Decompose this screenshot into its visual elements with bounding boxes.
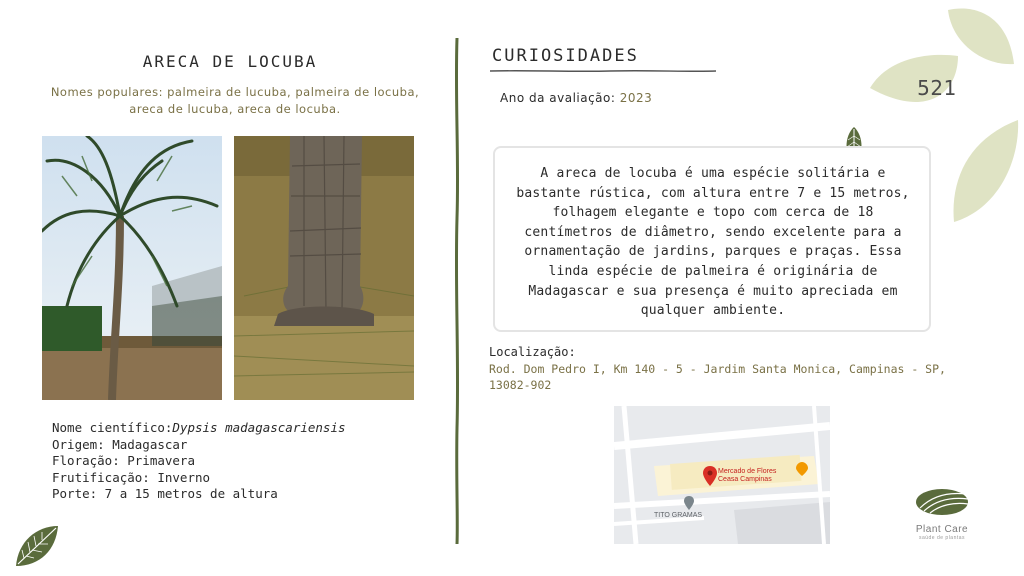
- fruiting-row: Frutificação: Inverno: [52, 469, 211, 485]
- scientific-name-row: [52, 420, 412, 437]
- leaf-decoration-icon: [950, 118, 1020, 224]
- location-address: Rod. Dom Pedro I, Km 140 - 5 - Jardim Santa Monica, Campinas - SP, 13082-902: [489, 362, 946, 392]
- brand-name: Plant Care: [915, 524, 969, 535]
- page-number: 521: [917, 76, 957, 100]
- popular-names: Nomes populares: palmeira de lucuba, palmeira de locuba, areca de lucuba, areca de locuba.: [50, 85, 420, 116]
- evaluation-year-label: Ano da avaliação:: [500, 91, 620, 105]
- map-pin-icon: [703, 466, 717, 486]
- brand-tagline: saúde de plantas: [918, 535, 966, 541]
- scientific-name-label: Nome científico:: [52, 420, 173, 435]
- curiosities-title: CURIOSIDADES: [492, 46, 639, 66]
- curiosities-text: A areca de locuba é uma espécie solitária e bastante rústica, com altura entre 7 e 15 metros, folhagem elegante e topo com cerca de 18 centímetros de diâmetro, sendo excelente para a ornamentação de jardins, parques e praças. Essa linda espécie de palmeira é originária de Madagascar e sua presença é muito apreciada em qualquer ambiente.: [516, 166, 910, 319]
- origin-row: Origem: Madagascar: [52, 436, 188, 452]
- plant-facts: [52, 420, 412, 503]
- palm-tree-photo: [42, 136, 222, 400]
- title-underline: [490, 67, 716, 75]
- evaluation-year: [500, 91, 652, 105]
- size-row: Porte: 7 a 15 metros de altura: [52, 486, 278, 501]
- scientific-name: Dypsis madagascariensis: [172, 420, 346, 435]
- map-poi-label: TITO GRAMAS: [654, 512, 703, 519]
- leaf-decoration-icon: [12, 522, 60, 570]
- food-pin-icon: [796, 462, 808, 476]
- plant-care-logo-icon: [914, 486, 970, 518]
- evaluation-year-value: 2023: [619, 91, 653, 105]
- poi-pin-icon: [684, 496, 694, 510]
- location-label: Localização:: [489, 345, 576, 359]
- section-divider: [452, 38, 462, 544]
- flowering-row: Floração: Primavera: [52, 453, 195, 468]
- plant-title: ARECA DE LOCUBA: [142, 52, 318, 71]
- location-map[interactable]: [614, 406, 830, 544]
- map-place-label: Mercado de Flores Ceasa Campinas: [718, 468, 777, 483]
- palm-trunk-photo: [234, 136, 414, 400]
- brand-logo: [904, 486, 980, 541]
